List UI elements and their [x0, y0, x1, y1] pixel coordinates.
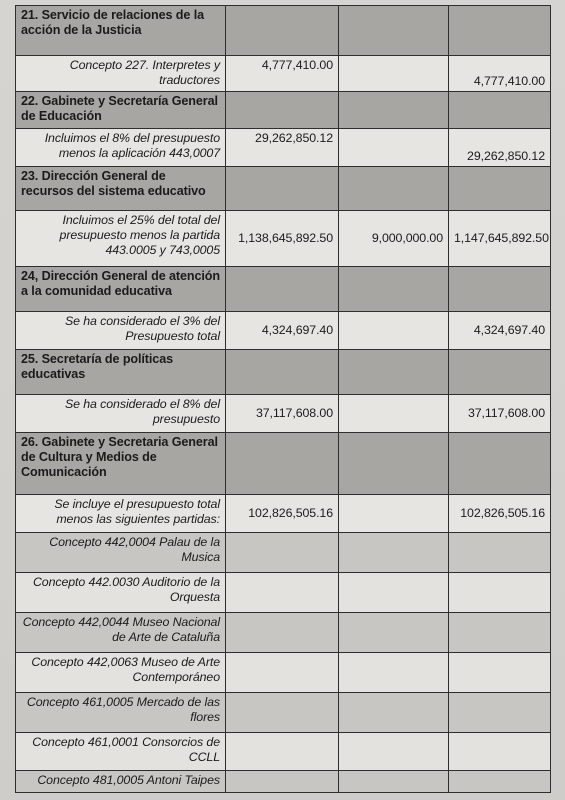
empty-cell: [226, 6, 339, 56]
empty-cell: [339, 613, 449, 653]
amount-cell: 1,138,645,892.50: [226, 211, 339, 267]
concept-description: Se ha considerado el 8% del presupuesto: [16, 395, 226, 433]
empty-cell: [449, 771, 551, 793]
empty-cell: [449, 433, 551, 495]
amount-cell: [339, 395, 449, 433]
empty-cell: [226, 92, 339, 129]
concept-description: Se ha considerado el 3% del Presupuesto total: [16, 312, 226, 350]
empty-cell: [339, 573, 449, 613]
section-header-row: [16, 167, 551, 211]
section-header-row: [16, 350, 551, 395]
empty-cell: [339, 267, 449, 312]
empty-cell: [339, 167, 449, 211]
empty-cell: [339, 693, 449, 733]
empty-cell: [339, 6, 449, 56]
empty-cell: [226, 533, 339, 573]
amount-cell: 37,117,608.00: [226, 395, 339, 433]
empty-cell: [226, 613, 339, 653]
section-title: 25. Secretaría de políticas educativas: [16, 350, 226, 395]
sub-item-label: Concepto 442,0044 Museo Nacional de Arte de Cataluña: [16, 613, 226, 653]
amount-cell: [339, 129, 449, 167]
section-header-row: [16, 267, 551, 312]
total-cell: 29,262,850.12: [449, 129, 551, 167]
empty-cell: [339, 733, 449, 771]
empty-cell: [226, 267, 339, 312]
empty-cell: [449, 573, 551, 613]
section-item-row: [16, 395, 551, 433]
concept-description: Concepto 227. Interpretes y traductores: [16, 56, 226, 92]
sub-item-label: Concepto 442,0004 Palau de la Musica: [16, 533, 226, 573]
empty-cell: [226, 653, 339, 693]
empty-cell: [226, 693, 339, 733]
empty-cell: [339, 92, 449, 129]
section-title: 24, Dirección General de atención a la comunidad educativa: [16, 267, 226, 312]
empty-cell: [226, 733, 339, 771]
sub-item-row: [16, 771, 551, 793]
empty-cell: [449, 653, 551, 693]
amount-cell: [339, 56, 449, 92]
empty-cell: [339, 350, 449, 395]
sub-item-row: [16, 693, 551, 733]
amount-cell: 4,777,410.00: [226, 56, 339, 92]
empty-cell: [226, 167, 339, 211]
amount-cell: 102,826,505.16: [226, 495, 339, 533]
concept-description: Incluimos el 8% del presupuesto menos la aplicación 443,0007: [16, 129, 226, 167]
total-cell: 4,777,410.00: [449, 56, 551, 92]
amount-cell: 29,262,850.12: [226, 129, 339, 167]
empty-cell: [449, 167, 551, 211]
empty-cell: [449, 267, 551, 312]
section-title: 22. Gabinete y Secretaría General de Educación: [16, 92, 226, 129]
concept-description: Incluimos el 25% del total del presupuesto menos la partida 443.0005 y 743,0005: [16, 211, 226, 267]
sub-item-row: [16, 613, 551, 653]
total-cell: 37,117,608.00: [449, 395, 551, 433]
section-item-row: [16, 495, 551, 533]
empty-cell: [449, 733, 551, 771]
sub-item-label: Concepto 442.0030 Auditorio de la Orquesta: [16, 573, 226, 613]
section-item-row: [16, 211, 551, 267]
sub-item-label: Concepto 461,0005 Mercado de las flores: [16, 693, 226, 733]
total-cell: 4,324,697.40: [449, 312, 551, 350]
empty-cell: [339, 433, 449, 495]
section-header-row: [16, 92, 551, 129]
sub-item-label: Concepto 442,0063 Museo de Arte Contemporáneo: [16, 653, 226, 693]
section-title: 26. Gabinete y Secretaria General de Cultura y Medios de Comunicación: [16, 433, 226, 495]
total-cell: 102,826,505.16: [449, 495, 551, 533]
amount-cell: [339, 495, 449, 533]
empty-cell: [226, 573, 339, 613]
section-title: 23. Dirección General de recursos del sistema educativo: [16, 167, 226, 211]
amount-cell: 4,324,697.40: [226, 312, 339, 350]
empty-cell: [449, 92, 551, 129]
empty-cell: [449, 693, 551, 733]
section-item-row: [16, 56, 551, 92]
empty-cell: [449, 6, 551, 56]
sub-item-label: Concepto 461,0001 Consorcios de CCLL: [16, 733, 226, 771]
empty-cell: [339, 533, 449, 573]
empty-cell: [449, 350, 551, 395]
empty-cell: [339, 653, 449, 693]
sub-item-row: [16, 733, 551, 771]
total-cell: 1,147,645,892.50: [449, 211, 551, 267]
sub-item-label: Concepto 481,0005 Antoni Taipes: [16, 771, 226, 793]
budget-table: [15, 5, 551, 793]
amount-cell: 9,000,000.00: [339, 211, 449, 267]
section-item-row: [16, 129, 551, 167]
sub-item-row: [16, 533, 551, 573]
section-item-row: [16, 312, 551, 350]
concept-description: Se incluye el presupuesto total menos las siguientes partidas:: [16, 495, 226, 533]
section-header-row: [16, 433, 551, 495]
section-title: 21. Servicio de relaciones de la acción de la Justicia: [16, 6, 226, 56]
empty-cell: [449, 613, 551, 653]
amount-cell: [339, 312, 449, 350]
section-header-row: [16, 6, 551, 56]
empty-cell: [226, 433, 339, 495]
empty-cell: [449, 533, 551, 573]
empty-cell: [339, 771, 449, 793]
empty-cell: [226, 350, 339, 395]
sub-item-row: [16, 653, 551, 693]
empty-cell: [226, 771, 339, 793]
sub-item-row: [16, 573, 551, 613]
